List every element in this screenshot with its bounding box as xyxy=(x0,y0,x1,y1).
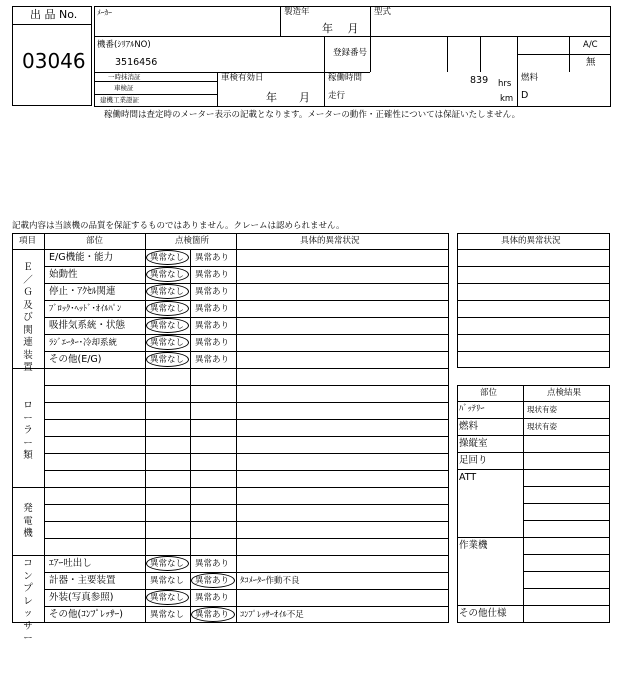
abnormal-option: 異常あり xyxy=(195,593,230,603)
right-detail-header: 具体的異常状況 xyxy=(501,236,561,246)
exhibit-no-label: 出 品 No. xyxy=(30,8,78,21)
abnormal-option: 異常あり xyxy=(195,576,230,586)
row-part-label: 停止・ｱｸｾﾙ関連 xyxy=(49,286,116,297)
reg-no-label: 登録番号 xyxy=(333,48,368,58)
exhibit-no-value: 03046 xyxy=(22,49,86,73)
abnormal-option: 異常あり xyxy=(195,559,230,569)
permit-construction-label: 建機工業證証 xyxy=(100,96,139,104)
right-row-part: その他仕様 xyxy=(459,608,507,619)
group-generator-label: 発電機 xyxy=(23,503,33,539)
row-part-label: E/G機能・能力 xyxy=(49,252,114,263)
inspection-value: 年 月 xyxy=(266,91,310,104)
abnormal-option: 異常あり xyxy=(195,304,230,314)
serial-label: 機番(ｼﾘｱﾙNO) xyxy=(97,40,151,50)
selected-mark xyxy=(146,284,189,299)
normal-option: 異常なし xyxy=(150,287,185,297)
ac-value: 無 xyxy=(586,57,596,68)
abnormal-option: 異常あり xyxy=(195,270,230,280)
abnormal-option: 異常あり xyxy=(195,355,230,365)
normal-option: 異常なし xyxy=(150,253,185,263)
serial-value: 3516456 xyxy=(115,57,158,68)
selected-mark xyxy=(191,607,235,622)
right-row-part: ATT xyxy=(459,472,477,483)
col-part-header: 部位 xyxy=(86,236,104,246)
fuel-label: 燃料 xyxy=(521,73,539,83)
selected-mark xyxy=(146,267,189,282)
normal-option: 異常なし xyxy=(150,338,185,348)
abnormal-option: 異常あり xyxy=(195,253,230,263)
normal-option: 異常なし xyxy=(150,321,185,331)
row-part-label: ｴｱｰ吐出し xyxy=(49,558,92,569)
fuel-value: D xyxy=(521,90,529,101)
permit-vehicle-label: 車検証 xyxy=(114,84,134,92)
right-row-part: 燃料 xyxy=(459,421,479,432)
normal-option: 異常なし xyxy=(150,559,185,569)
normal-option: 異常なし xyxy=(150,593,185,603)
row-part-label: 外装(写真参照) xyxy=(49,592,114,603)
maker-label: ﾒｰｶｰ xyxy=(97,8,112,17)
abnormal-option: 異常あり xyxy=(195,321,230,331)
abnormal-option: 異常あり xyxy=(195,610,230,620)
mileage-label: 走行 xyxy=(328,91,346,101)
right-row-part: 作業機 xyxy=(459,540,488,551)
row-part-label: 吸排気系統・状態 xyxy=(49,320,126,331)
right-row-part: 操縦室 xyxy=(459,438,488,449)
abnormal-option: 異常あり xyxy=(195,287,230,297)
row-part-label: その他(ｺﾝﾌﾟﾚｯｻｰ) xyxy=(49,609,123,620)
selected-mark xyxy=(191,573,235,588)
row-detail: ﾀｺﾒｰﾀｰ作動不良 xyxy=(240,576,300,586)
mfg-year-value: 年 月 xyxy=(322,22,359,35)
selected-mark xyxy=(146,556,189,571)
right-result-header: 点検結果 xyxy=(547,388,582,398)
hours-unit: hrs xyxy=(498,79,512,89)
row-part-label: ﾌﾞﾛｯｸ･ﾍｯﾄﾞ･ｵｲﾙﾊﾟﾝ xyxy=(49,304,122,314)
right-part-header: 部位 xyxy=(480,388,498,398)
col-detail-header: 具体的異常状況 xyxy=(300,236,360,246)
mileage-unit: km xyxy=(500,94,514,104)
selected-mark xyxy=(146,352,189,367)
selected-mark xyxy=(146,318,189,333)
normal-option: 異常なし xyxy=(150,576,185,586)
group-compressor-label: コンプレッサー xyxy=(23,558,33,644)
inspection-label: 車検有効日 xyxy=(221,73,264,83)
model-label: 型式 xyxy=(374,7,392,17)
abnormal-option: 異常あり xyxy=(195,338,230,348)
row-part-label: 計器・主要装置 xyxy=(49,575,116,586)
hours-value: 839 xyxy=(470,75,489,86)
ac-label: A/C xyxy=(583,40,598,50)
row-part-label: 始動性 xyxy=(49,269,78,280)
selected-mark xyxy=(146,335,189,350)
right-row-result: 現状有姿 xyxy=(527,422,557,431)
group-engine-label: Ｅ／Ｇ及び関連装置 xyxy=(23,262,33,373)
row-part-label: ﾗｼﾞｴｰﾀｰ･冷却系統 xyxy=(49,338,118,348)
normal-option: 異常なし xyxy=(150,270,185,280)
group-roller-label: ローラー類 xyxy=(23,400,33,461)
normal-option: 異常なし xyxy=(150,355,185,365)
permit-temp-cancel-label: 一時抹消証 xyxy=(108,73,141,81)
right-row-part: ﾊﾞｯﾃﾘｰ xyxy=(459,404,485,414)
selected-mark xyxy=(146,250,189,265)
col-item-header: 項目 xyxy=(19,236,37,246)
row-detail: ｺﾝﾌﾟﾚｯｻｰｵｲﾙ不足 xyxy=(240,610,304,620)
disclaimer: 記載内容は当該機の品質を保証するものではありません。クレームは認められません。 xyxy=(12,221,345,231)
normal-option: 異常なし xyxy=(150,304,185,314)
right-row-result: 現状有姿 xyxy=(527,405,557,414)
selected-mark xyxy=(146,590,189,605)
selected-mark xyxy=(146,301,189,316)
row-part-label: その他(E/G) xyxy=(49,354,102,365)
right-row-part: 足回り xyxy=(459,455,488,466)
mfg-year-label: 製造年 xyxy=(284,7,310,17)
hours-label: 稼働時間 xyxy=(328,73,363,83)
normal-option: 異常なし xyxy=(150,610,185,620)
hours-note: 稼働時間は査定時のメーター表示の記載となります。メーターの動作・正確性については保証いたしません。 xyxy=(104,110,521,120)
col-check-header: 点検箇所 xyxy=(175,236,210,246)
